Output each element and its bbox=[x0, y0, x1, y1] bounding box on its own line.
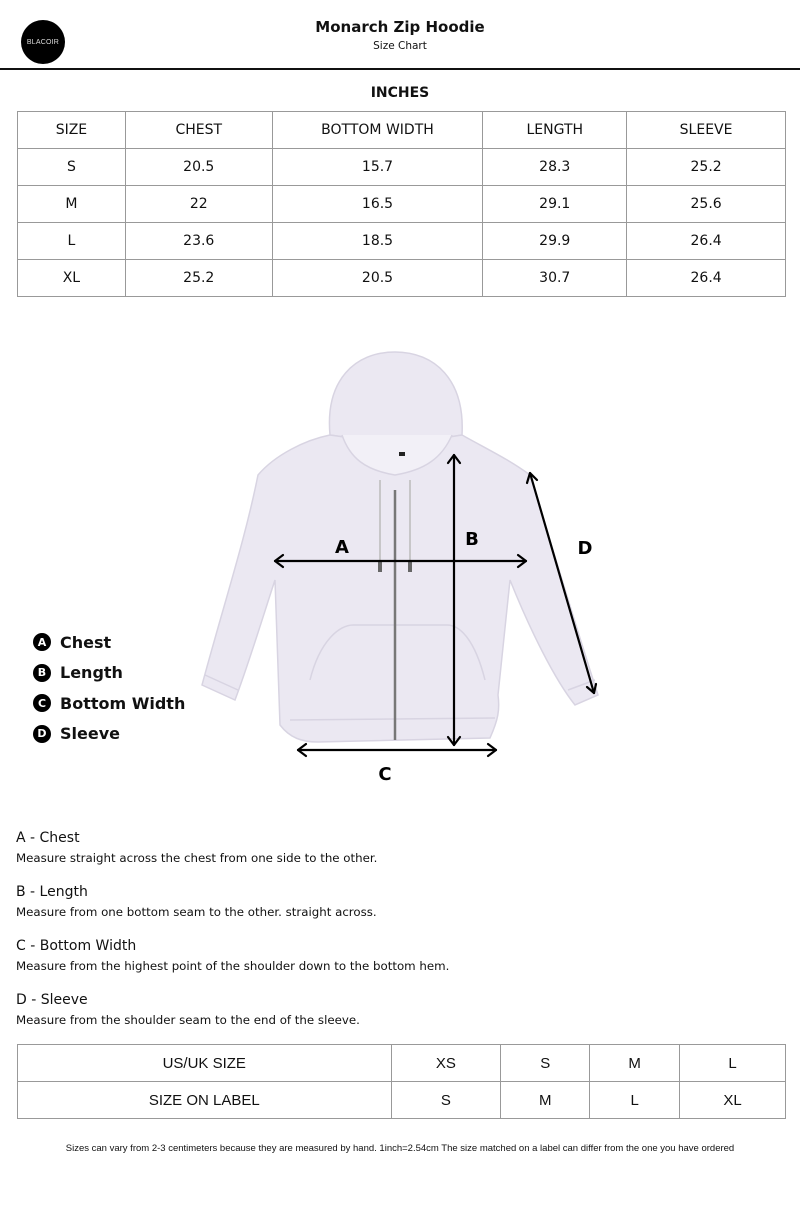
table-row bbox=[18, 1045, 786, 1082]
hoodie-illustration bbox=[202, 352, 598, 742]
legend-label: Sleeve bbox=[60, 724, 120, 744]
header-chest: CHEST bbox=[125, 112, 272, 149]
legend-label: Length bbox=[60, 663, 123, 683]
description-heading: B - Length bbox=[16, 884, 88, 900]
cell: M bbox=[18, 186, 126, 223]
cell: XS bbox=[391, 1045, 501, 1082]
table-row bbox=[18, 186, 786, 223]
cell: S bbox=[501, 1045, 590, 1082]
page-subtitle: Size Chart bbox=[373, 40, 427, 52]
cell: 26.4 bbox=[627, 223, 786, 260]
cell: M bbox=[590, 1045, 680, 1082]
cell: 26.4 bbox=[627, 260, 786, 297]
cell: L bbox=[590, 1082, 680, 1119]
description-text: Measure straight across the chest from one side to the other. bbox=[16, 851, 378, 865]
legend-item-sleeve bbox=[33, 719, 185, 750]
cell: 20.5 bbox=[272, 260, 483, 297]
label-b: B bbox=[465, 529, 479, 550]
header-bottom-width: BOTTOM WIDTH bbox=[272, 112, 483, 149]
badge-c-icon: C bbox=[33, 694, 51, 712]
table-row bbox=[18, 149, 786, 186]
label-a: A bbox=[335, 537, 349, 558]
footnote: Sizes can vary from 2-3 centimeters because they are measured by hand. 1inch=2.54cm The size matched on a label can differ from the one you have ordered bbox=[65, 1143, 735, 1154]
header-length: LENGTH bbox=[483, 112, 627, 149]
legend-item-bottom-width bbox=[33, 688, 185, 719]
logo-text: BLACOIR bbox=[26, 38, 60, 46]
header-size: SIZE bbox=[18, 112, 126, 149]
cell: 15.7 bbox=[272, 149, 483, 186]
unit-label: INCHES bbox=[370, 85, 430, 101]
label-d: D bbox=[577, 538, 593, 559]
legend-label: Chest bbox=[60, 632, 112, 652]
cell: 25.2 bbox=[125, 260, 272, 297]
cell: L bbox=[680, 1045, 786, 1082]
description-heading: C - Bottom Width bbox=[16, 938, 137, 954]
cell: XL bbox=[18, 260, 126, 297]
cell: 22 bbox=[125, 186, 272, 223]
cell: 30.7 bbox=[483, 260, 627, 297]
badge-b-icon: B bbox=[33, 664, 51, 682]
header-sleeve: SLEEVE bbox=[627, 112, 786, 149]
cell: 20.5 bbox=[125, 149, 272, 186]
description-sleeve bbox=[16, 992, 360, 1027]
cell: 28.3 bbox=[483, 149, 627, 186]
cell: M bbox=[501, 1082, 590, 1119]
description-bottom-width bbox=[16, 938, 449, 973]
table-header-row bbox=[18, 112, 786, 149]
cell: 16.5 bbox=[272, 186, 483, 223]
description-length bbox=[16, 884, 377, 919]
row-header: SIZE ON LABEL bbox=[18, 1082, 392, 1119]
cell: 25.2 bbox=[627, 149, 786, 186]
legend-item-chest bbox=[33, 627, 185, 658]
description-text: Measure from one bottom seam to the other. straight across. bbox=[16, 905, 377, 919]
description-text: Measure from the highest point of the shoulder down to the bottom hem. bbox=[16, 959, 450, 973]
cell: 23.6 bbox=[125, 223, 272, 260]
cell: L bbox=[18, 223, 126, 260]
header-divider bbox=[0, 68, 800, 70]
legend-item-length bbox=[33, 658, 185, 689]
table-row bbox=[18, 1082, 786, 1119]
measurement-legend bbox=[33, 627, 185, 749]
legend-label: Bottom Width bbox=[60, 693, 186, 713]
description-heading: D - Sleeve bbox=[16, 992, 88, 1008]
table-row bbox=[18, 260, 786, 297]
cell: XL bbox=[680, 1082, 786, 1119]
cell: S bbox=[391, 1082, 501, 1119]
description-heading: A - Chest bbox=[16, 830, 80, 846]
badge-d-icon: D bbox=[33, 725, 51, 743]
cell: S bbox=[18, 149, 126, 186]
size-table bbox=[17, 111, 786, 297]
table-row bbox=[18, 223, 786, 260]
size-conversion-table bbox=[17, 1044, 786, 1119]
page-title: Monarch Zip Hoodie bbox=[315, 18, 485, 36]
description-text: Measure from the shoulder seam to the end of the sleeve. bbox=[16, 1013, 360, 1027]
hoodie-diagram bbox=[190, 340, 610, 800]
label-c: C bbox=[378, 764, 392, 785]
description-chest bbox=[16, 830, 377, 865]
cell: 29.1 bbox=[483, 186, 627, 223]
row-header: US/UK SIZE bbox=[18, 1045, 392, 1082]
badge-a-icon: A bbox=[33, 633, 51, 651]
cell: 25.6 bbox=[627, 186, 786, 223]
cell: 29.9 bbox=[483, 223, 627, 260]
cell: 18.5 bbox=[272, 223, 483, 260]
